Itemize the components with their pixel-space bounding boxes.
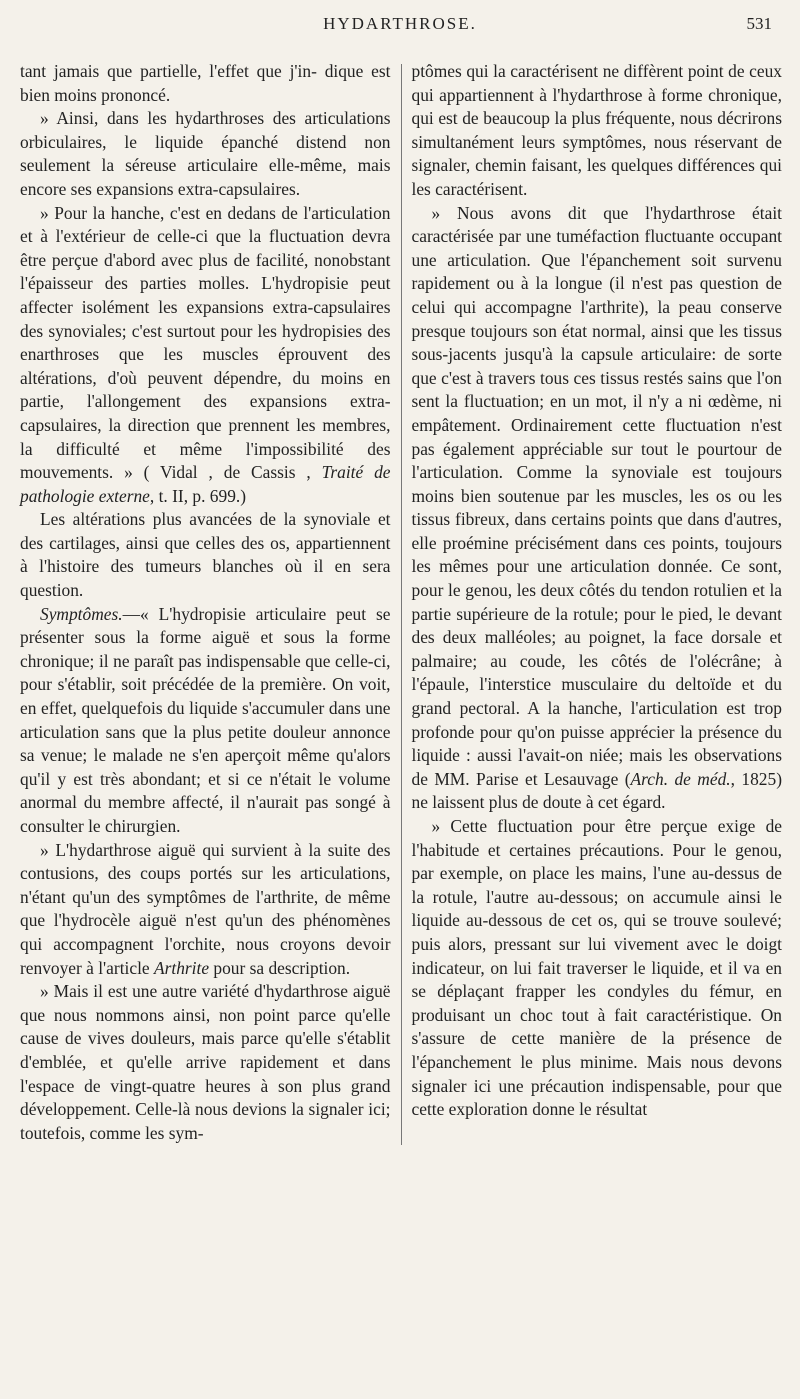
italic-text: Symptômes.	[40, 603, 123, 624]
paragraph	[412, 60, 783, 202]
text-run: » Cette fluctuation pour être perçue exige de l'habitude et certaines précautions. Pour le genou, par exemple, on place les mains, l'une au-dessus de la rotule, l'autre au-dessous; on accumule ainsi le liquide au-dessous de cet os, qui se trouve soulevé; puis alors, pressant sur lui vivement avec le doigt indicateur, on lui fait traverser le liquide, et il va en se déplaçant frapper les condyles du fémur, en produisant un choc tout à fait caractéristique. On s'assure de cette manière de la présence de l'épanchement le plus minime. Mais nous devons signaler ici une précaution indispensable, pour que cette exploration donne le résultat	[411, 816, 782, 1120]
paragraph	[20, 980, 391, 1145]
text-run: tant jamais que partielle, l'effet que j'in- dique est bien moins prononcé.	[20, 61, 391, 105]
text-run: » L'hydarthrose aiguë qui survient à la suite des contusions, des coups portés sur les articulations, n'étant qu'un des symptômes de l'arthrite, de même que l'hydrocèle aiguë n'est qu'un des phénomènes qui accompagnent l'orchite, nous croyons devoir renvoyer à l'article	[20, 839, 391, 978]
text-run: » Mais il est une autre variété d'hydarthrose aiguë que nous nommons ainsi, non point parce qu'elle cause de vives douleurs, mais parce qu'elle s'établit d'emblée, et qu'elle arrive rapidement et dans l'espace de vingt-quatre heures à son plus grand développement. Celle-là nous devions la signaler ici; toutefois, comme les sym-	[20, 981, 391, 1143]
text-columns	[20, 60, 782, 1145]
paragraph	[412, 202, 783, 815]
left-column	[20, 60, 401, 1145]
text-run: Les altérations plus avancées de la synoviale et des cartilages, ainsi que celles des os, appartiennent à l'histoire des tumeurs blanches où il en sera question.	[20, 509, 391, 601]
running-title: HYDARTHROSE.	[323, 14, 477, 33]
paragraph	[20, 202, 391, 509]
italic-text: Arthrite	[153, 957, 210, 978]
text-run: » Ainsi, dans les hydarthroses des articulations orbiculaires, le liquide épanché distend non seulement la séreuse articulaire elle-même, mais encore ses expansions extra-capsulaires.	[20, 108, 391, 199]
italic-text: Arch. de méd.	[630, 768, 731, 789]
paragraph	[20, 508, 391, 602]
paragraph	[20, 603, 391, 839]
right-column	[402, 60, 783, 1145]
text-run: » Nous avons dit que l'hydarthrose était caractérisée par une tuméfaction fluctuante occupant une articulation. Que l'épanchement soit survenu rapidement ou à la longue (il n'est pas question de celui qui accompagne l'arthrite), la peau conserve presque toujours son état normal, ainsi que les tissus sous-jacents jusqu'à la capsule articulaire: de sorte que c'est à travers tous ces tissus restés sains que l'on sent la fluctuation; en un mot, il n'y a ni œdème, ni empâtement. Ordinairement cette fluctuation n'est pas également appréciable sur tout le pourtour de l'articulation. Comme la synoviale est toujours moins bien soutenue par les muscles, les os ou les tissus fibreux, dans certains points que dans d'autres, elle proémine précisément dans ces points, toujours les mêmes pour une articulation donnée. Ce sont, pour le genou, les deux côtés du tendon rotulien et la partie supérieure de la rotule; pour le pied, le devant des deux malléoles; au poignet, la face dorsale et palmaire; au coude, les côtés de l'olécrâne; à l'épaule, l'interstice musculaire du deltoïde et du grand pectoral. A la hanche, l'articulation est trop profonde pour qu'on puisse apprécier la présence du liquide : aussi l'avait-on niée; mais les observations de MM. Parise et Lesauvage (	[411, 202, 782, 789]
paragraph	[20, 839, 391, 981]
paragraph	[20, 107, 391, 201]
italic-text: Traité de pathologie externe	[20, 462, 391, 506]
running-head	[20, 14, 780, 42]
text-run: —« L'hydropisie articulaire peut se présenter sous la forme aiguë et sous la forme chronique; il ne paraît pas indispensable que celle-ci, pour s'établir, soit précédée de la première. On voit, en effet, quelquefois du liquide s'accumuler dans une articulation sans que la plus petite douleur annonce sa venue; le malade ne s'en aperçoit même qu'alors qu'il y est très abondant; et si ce n'était le volume anormal du membre affecté, il n'aurait pas songé à consulter le chirurgien.	[20, 603, 391, 836]
paragraph	[412, 815, 783, 1122]
text-run: » Pour la hanche, c'est en dedans de l'articulation et à l'extérieur de celle-ci que la fluctuation devra être perçue d'abord avec plus de facilité, nonobstant l'épaisseur des parties molles. L'hydropisie peut affecter isolément les expansions extra-capsulaires des synoviales; c'est surtout pour les hydropisies des enarthroses que les muscles éprouvent des altérations, d'où peuvent dépendre, du moins en partie, l'allongement des expansions extra-capsulaires, la direction que prennent les membres, la difficulté et même l'impossibilité des mouvements. » ( Vidal , de Cassis ,	[20, 202, 391, 483]
text-run: pour sa description.	[209, 957, 351, 978]
paragraph	[20, 60, 391, 107]
text-run: ptômes qui la caractérisent ne diffèrent point de ceux qui appartiennent à l'hydarthrose à forme chronique, qui est de beaucoup la plus fréquente, nous décrirons simultanément leurs symptômes, nous réservant de signaler, chemin faisant, les quelques différences qui les caractérisent.	[411, 61, 782, 199]
text-run: , t. II, p. 699.)	[149, 485, 247, 506]
page-number: 531	[746, 14, 772, 33]
text-run: , 1825) ne laissent plus de doute à cet égard.	[411, 768, 782, 813]
